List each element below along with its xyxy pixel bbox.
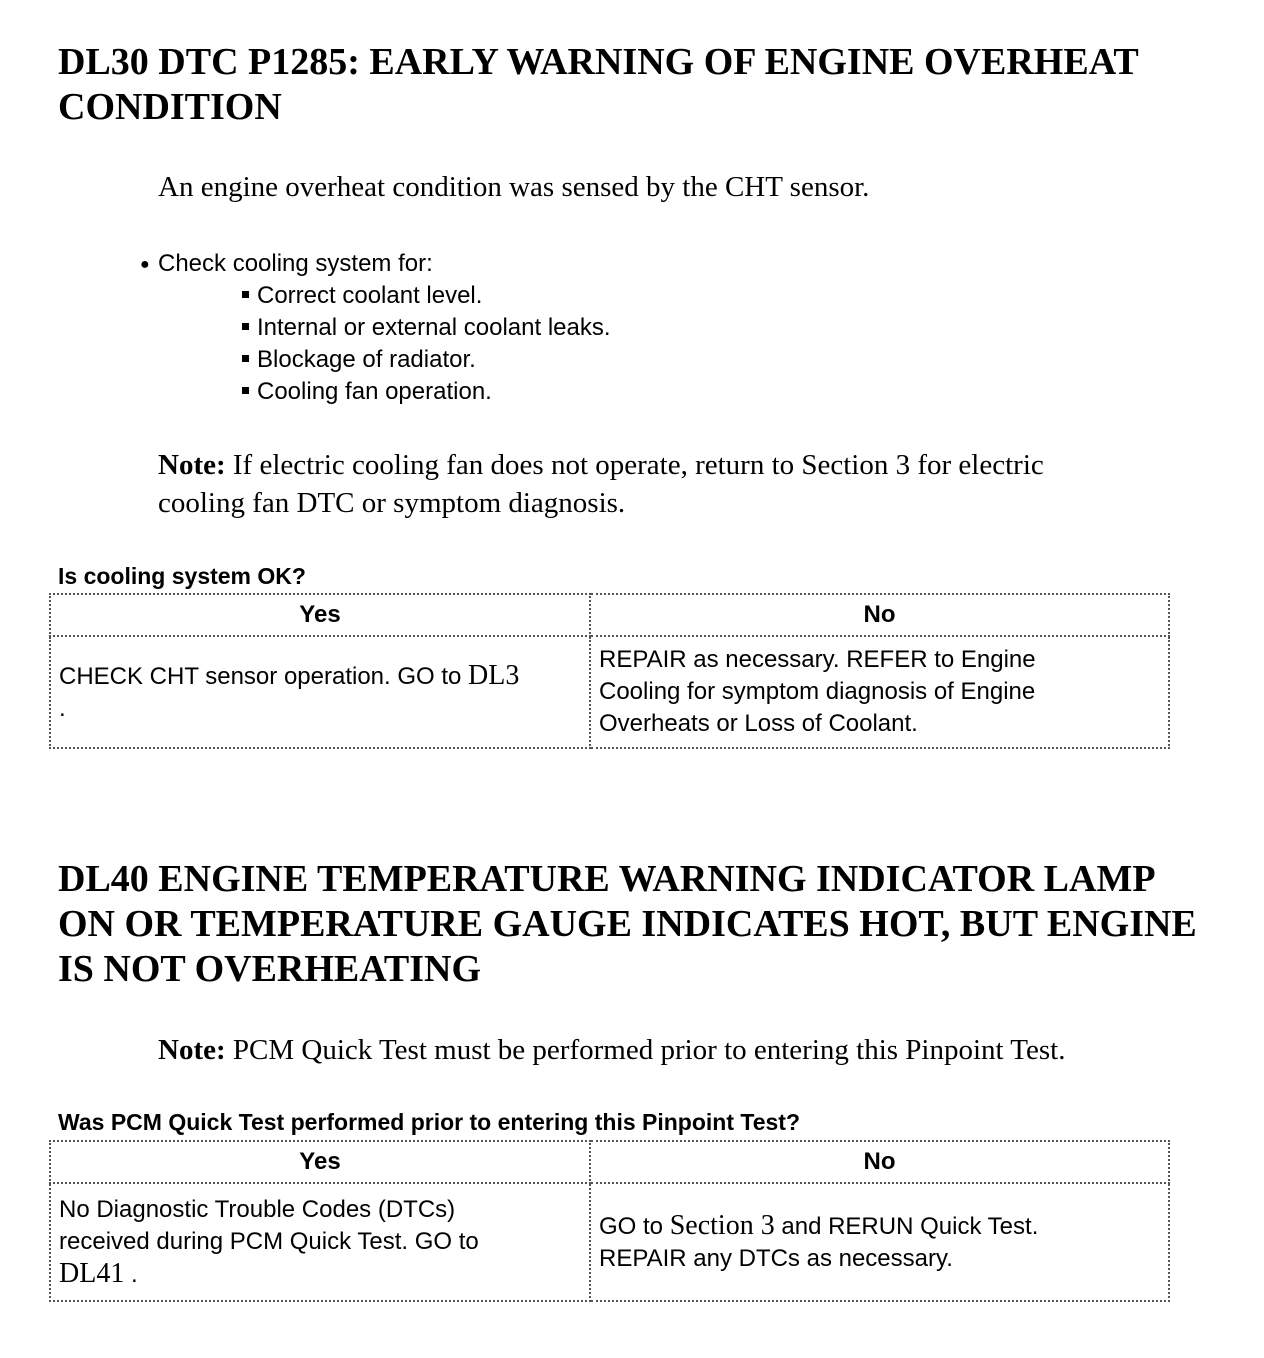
list-item: Cooling fan operation. (242, 376, 611, 408)
dl3-link[interactable]: DL3 (468, 659, 520, 691)
note-label: Note: (158, 1034, 226, 1066)
note-line2: cooling fan DTC or symptom diagnosis. (158, 487, 626, 519)
no-cell: REPAIR as necessary. REFER to Engine Cooling for symptom diagnosis of Engine Overheats or Loss of Coolant. (590, 636, 1169, 748)
section3-link[interactable]: Section 3 (669, 1209, 775, 1241)
dl41-link[interactable]: DL41 (59, 1257, 125, 1289)
square-bullet-icon (242, 387, 249, 394)
no-header: No (590, 594, 1169, 636)
section1-question: Is cooling system OK? (58, 563, 306, 589)
bullet-dot-icon: ● (140, 256, 150, 273)
section1-yes-no-table (49, 593, 1170, 749)
square-bullet-icon (242, 355, 249, 362)
section1-note (158, 446, 1044, 522)
section1-intro: An engine overheat condition was sensed by the CHT sensor. (158, 171, 870, 203)
yes-header: Yes (50, 1141, 590, 1183)
section2-question: Was PCM Quick Test performed prior to entering this Pinpoint Test? (58, 1109, 801, 1135)
list-item: Correct coolant level. (242, 280, 611, 312)
yes-header: Yes (50, 594, 590, 636)
list-item: Internal or external coolant leaks. (242, 312, 611, 344)
section2-title-line3: IS NOT OVERHEATING (58, 948, 482, 990)
check-label: Check cooling system for: (158, 250, 433, 277)
no-cell: GO to Section 3 and RERUN Quick Test. REPAIR any DTCs as necessary. (590, 1183, 1169, 1301)
section1-title-line1: DL30 DTC P1285: EARLY WARNING OF ENGINE OVERHEAT (58, 41, 1139, 83)
note-label: Note: (158, 449, 226, 481)
square-bullet-icon (242, 323, 249, 330)
no-header: No (590, 1141, 1169, 1183)
square-bullet-icon (242, 291, 249, 298)
section1-title-line2: CONDITION (58, 86, 282, 128)
section2-note (158, 1031, 1065, 1069)
section2-title-line2: ON OR TEMPERATURE GAUGE INDICATES HOT, BUT ENGINE (58, 903, 1197, 945)
section2-title (58, 857, 1197, 992)
check-sublist (242, 280, 611, 408)
check-cooling-bullet (140, 248, 433, 281)
yes-cell: CHECK CHT sensor operation. GO to DL3 . (50, 636, 590, 748)
list-item: Blockage of radiator. (242, 344, 611, 376)
note-line1: If electric cooling fan does not operate, return to Section 3 for electric (232, 449, 1044, 481)
section2-yes-no-table (49, 1140, 1170, 1302)
yes-cell: No Diagnostic Trouble Codes (DTCs) received during PCM Quick Test. GO to DL41 . (50, 1183, 590, 1301)
section1-title (58, 40, 1139, 130)
note-text: PCM Quick Test must be performed prior to entering this Pinpoint Test. (232, 1034, 1066, 1066)
section2-title-line1: DL40 ENGINE TEMPERATURE WARNING INDICATOR LAMP (58, 858, 1156, 900)
